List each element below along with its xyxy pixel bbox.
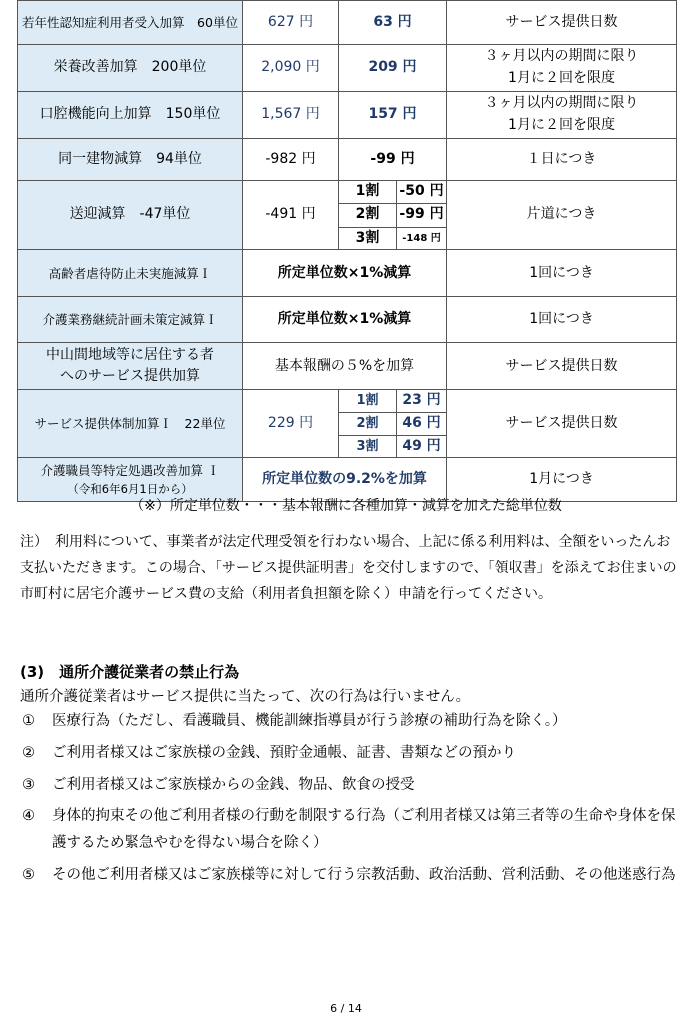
item-number: ① — [22, 713, 35, 729]
item-number: ④ — [22, 808, 35, 825]
table-row — [18, 181, 677, 204]
row-note-line2: 1月に２回を限度 — [508, 117, 615, 133]
row-label: 高齢者虐待防止未実施減算Ｉ — [18, 250, 243, 297]
row-fee: 63 円 — [339, 1, 447, 45]
list-item — [20, 862, 680, 889]
table-footnote: （※）所定単位数・・・基本報酬に各種加算・減算を加えた総単位数 — [130, 498, 562, 514]
page-number: 6 / 14 — [330, 1002, 362, 1015]
row-fee: 157 円 — [339, 92, 447, 139]
item-text: ご利用者様又はご家族様からの金銭、物品、飲食の授受 — [52, 776, 415, 793]
row-note-line1: ３ヶ月以内の期間に限り — [484, 95, 639, 112]
row-amount: 627 円 — [243, 1, 339, 45]
row-label: 送迎減算 -47単位 — [18, 181, 243, 250]
row-note: サービス提供日数 — [447, 1, 677, 45]
row-note — [447, 45, 677, 92]
row-amount: 1,567 円 — [243, 92, 339, 139]
table-row — [18, 250, 677, 297]
row-wide-value: 基本報酬の５%を加算 — [243, 343, 447, 390]
item-text: 身体的拘束その他ご利用者様の行動を制限する行為（ご利用者様又は第三者等の生命や身体を保護するため緊急やむを得ない場合を除く） — [52, 808, 676, 852]
tier-fee: 23 円 — [397, 390, 447, 413]
tier-fee: -50 円 — [397, 181, 447, 204]
table-row — [18, 92, 677, 139]
tier-ratio: 1割 — [339, 181, 397, 204]
table-row — [18, 45, 677, 92]
list-item — [20, 740, 680, 767]
tier-ratio: 2割 — [339, 413, 397, 436]
row-label: 若年性認知症利用者受入加算 60単位 — [18, 1, 243, 45]
row-label: 口腔機能向上加算 150単位 — [18, 92, 243, 139]
tier-ratio: 2割 — [339, 203, 397, 227]
tier-fee: 49 円 — [397, 435, 447, 458]
row-label: 同一建物減算 94単位 — [18, 139, 243, 181]
row-note: １日につき — [447, 139, 677, 181]
table-row — [18, 1, 677, 45]
row-label-line1: 介護職員等特定処遇改善加算 Ｉ — [40, 463, 220, 479]
fee-notice: 注） 利用料について、事業者が法定代理受領を行わない場合、上記に係る利用料は、全額をいったんお支払いただきます。この場合、「サービス提供証明書」を交付しますので、「領収書」を添えてお住まいの市町村に居宅介護サービス費の支給（利用者負担額を除く）申請を行ってください。 — [20, 534, 677, 602]
row-note: 1回につき — [447, 250, 677, 297]
item-number: ③ — [22, 776, 35, 793]
table-row — [18, 390, 677, 413]
tier-fee: -99 円 — [397, 203, 447, 227]
row-amount: 2,090 円 — [243, 45, 339, 92]
list-item — [20, 772, 680, 799]
row-label-line1: 中山間地域等に居住する者 — [46, 346, 214, 363]
row-amount: -982 円 — [243, 139, 339, 181]
row-wide-value: 所定単位数×1%減算 — [243, 250, 447, 297]
row-wide-value: 所定単位数の9.2%を加算 — [243, 458, 447, 502]
table-row — [18, 297, 677, 343]
row-note — [447, 92, 677, 139]
tier-ratio: 1割 — [339, 390, 397, 413]
row-fee: 209 円 — [339, 45, 447, 92]
row-amount: 229 円 — [243, 390, 339, 458]
tier-ratio: 3割 — [339, 227, 397, 250]
list-item — [20, 803, 680, 857]
tier-fee: -148 円 — [397, 227, 447, 250]
item-number: ⑤ — [22, 867, 35, 884]
item-text: 医療行為（ただし、看護職員、機能訓練指導員が行う診療の補助行為を除く。） — [52, 713, 567, 729]
section-heading: (3) 通所介護従業者の禁止行為 — [20, 663, 240, 681]
row-note: 片道につき — [447, 181, 677, 250]
row-note-line2: 1月に２回を限度 — [508, 70, 615, 86]
row-note: 1月につき — [447, 458, 677, 502]
row-amount: -491 円 — [243, 181, 339, 250]
item-number: ② — [22, 744, 35, 761]
tier-ratio: 3割 — [339, 435, 397, 458]
row-label-line2: へのサービス提供加算 — [60, 368, 200, 385]
row-label: サービス提供体制加算Ｉ 22単位 — [18, 390, 243, 458]
row-label — [18, 343, 243, 390]
row-label-line2: （令和6年6月1日から） — [67, 481, 193, 496]
row-fee: -99 円 — [339, 139, 447, 181]
row-note: サービス提供日数 — [447, 343, 677, 390]
list-item — [20, 708, 680, 735]
table-row — [18, 139, 677, 181]
row-label: 栄養改善加算 200単位 — [18, 45, 243, 92]
item-text: その他ご利用者様又はご家族様等に対して行う宗教活動、政治活動、営利活動、その他迷惑行為 — [52, 867, 676, 884]
row-label: 介護業務継続計画未策定減算Ｉ — [18, 297, 243, 343]
table-row — [18, 343, 677, 390]
row-note-line1: ３ヶ月以内の期間に限り — [484, 48, 639, 65]
row-note: サービス提供日数 — [447, 390, 677, 458]
tier-fee: 46 円 — [397, 413, 447, 436]
section-intro: 通所介護従業者はサービス提供に当たって、次の行為は行いません。 — [20, 689, 471, 705]
fee-table — [17, 0, 677, 502]
prohibited-acts-list — [20, 708, 680, 894]
row-wide-value: 所定単位数×1%減算 — [243, 297, 447, 343]
row-note: 1回につき — [447, 297, 677, 343]
item-text: ご利用者様又はご家族様の金銭、預貯金通帳、証書、書類などの預かり — [52, 744, 516, 761]
